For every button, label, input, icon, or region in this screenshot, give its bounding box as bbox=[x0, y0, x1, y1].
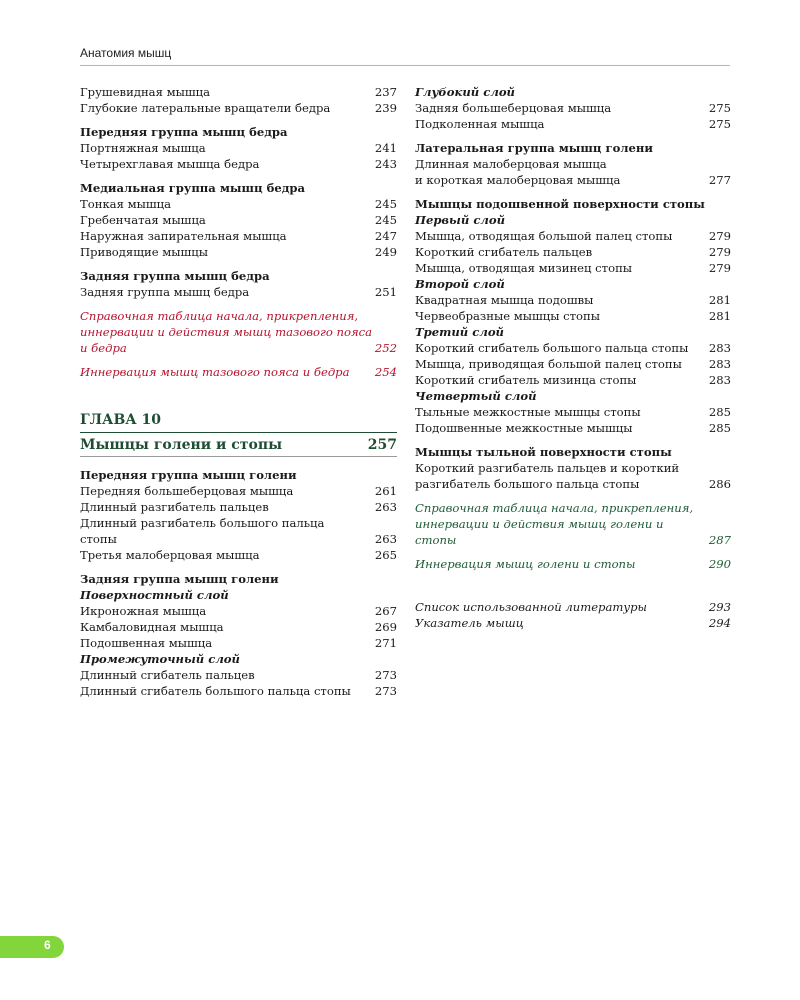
toc-entry[interactable]: Наружная запирательная мышца 247 bbox=[80, 229, 397, 243]
toc-entry[interactable]: Подошвенная мышца 271 bbox=[80, 636, 397, 650]
toc-entry[interactable]: Короткий сгибатель большого пальца стопы 283 bbox=[415, 341, 731, 355]
section-heading: Задняя группа мышц бедра bbox=[80, 269, 270, 283]
toc-entry[interactable]: Подошвенные межкостные мышцы 285 bbox=[415, 421, 731, 435]
toc-entry[interactable]: Икроножная мышца 267 bbox=[80, 604, 397, 618]
toc-right-column bbox=[415, 84, 731, 631]
reference-table-entry[interactable]: Справочная таблица начала, прикрепления, иннервации и действия мышц тазового пояса и бедра 252 bbox=[80, 309, 397, 355]
toc-entry[interactable]: Квадратная мышца подошвы 281 bbox=[415, 293, 731, 307]
layer-heading: Третий слой bbox=[415, 325, 504, 339]
toc-entry[interactable]: Длинный сгибатель пальцев 273 bbox=[80, 668, 397, 682]
toc-entry[interactable]: Длинный разгибатель пальцев 263 bbox=[80, 500, 397, 514]
chapter-title[interactable]: Мышцы голени и стопы 257 bbox=[80, 437, 397, 457]
section-heading: Мышцы тыльной поверхности стопы bbox=[415, 445, 672, 459]
toc-entry[interactable]: Глубокие латеральные вращатели бедра 239 bbox=[80, 101, 397, 115]
running-header: Анатомия мышц bbox=[80, 46, 172, 60]
layer-heading: Четвертый слой bbox=[415, 389, 537, 403]
bibliography-entry[interactable]: Список использованной литературы 293 bbox=[415, 600, 731, 614]
chapter-label: ГЛАВА 10 bbox=[80, 412, 397, 433]
section-heading: Медиальная группа мышц бедра bbox=[80, 181, 306, 195]
page-number: 6 bbox=[44, 938, 51, 952]
toc-entry[interactable]: Подколенная мышца 275 bbox=[415, 117, 731, 131]
page-number-tab bbox=[0, 936, 64, 958]
layer-heading: Второй слой bbox=[415, 277, 505, 291]
toc-entry[interactable]: Червеобразные мышцы стопы 281 bbox=[415, 309, 731, 323]
section-heading: Передняя группа мышц голени bbox=[80, 468, 297, 482]
toc-entry[interactable]: Длинный сгибатель большого пальца стопы 273 bbox=[80, 684, 397, 698]
toc-entry[interactable]: Камбаловидная мышца 269 bbox=[80, 620, 397, 634]
toc-entry[interactable]: Короткий разгибатель пальцев и короткий разгибатель большого пальца стопы 286 bbox=[415, 461, 731, 491]
toc-entry[interactable]: Короткий сгибатель мизинца стопы 283 bbox=[415, 373, 731, 387]
toc-entry[interactable]: Грушевидная мышца 237 bbox=[80, 85, 397, 99]
index-entry[interactable]: Указатель мышц 294 bbox=[415, 616, 731, 630]
layer-heading: Промежуточный слой bbox=[80, 652, 240, 666]
toc-entry[interactable]: Тонкая мышца 245 bbox=[80, 197, 397, 211]
section-heading: Мышцы подошвенной поверхности стопы bbox=[415, 197, 705, 211]
toc-entry[interactable]: Передняя большеберцовая мышца 261 bbox=[80, 484, 397, 498]
reference-table-entry[interactable]: Справочная таблица начала, прикрепления, иннервации и действия мышц голени и стопы 287 bbox=[415, 501, 731, 547]
toc-left-column bbox=[80, 84, 397, 699]
toc-entry[interactable]: Задняя группа мышц бедра 251 bbox=[80, 285, 397, 299]
layer-heading: Поверхностный слой bbox=[80, 588, 229, 602]
toc-entry[interactable]: Короткий сгибатель пальцев 279 bbox=[415, 245, 731, 259]
toc-entry[interactable]: Приводящие мышцы 249 bbox=[80, 245, 397, 259]
toc-entry[interactable]: Задняя большеберцовая мышца 275 bbox=[415, 101, 731, 115]
section-heading: Задняя группа мышц голени bbox=[80, 572, 279, 586]
toc-entry[interactable]: Тыльные межкостные мышцы стопы 285 bbox=[415, 405, 731, 419]
innervation-entry[interactable]: Иннервация мышц голени и стопы 290 bbox=[415, 557, 731, 571]
toc-entry[interactable]: Мышца, приводящая большой палец стопы 283 bbox=[415, 357, 731, 371]
toc-entry[interactable]: Длинная малоберцовая мышца и короткая малоберцовая мышца 277 bbox=[415, 157, 731, 187]
toc-entry[interactable]: Длинный разгибатель большого пальца стопы 263 bbox=[80, 516, 397, 546]
toc-entry[interactable]: Третья малоберцовая мышца 265 bbox=[80, 548, 397, 562]
section-heading: Передняя группа мышц бедра bbox=[80, 125, 288, 139]
toc-entry[interactable]: Четырехглавая мышца бедра 243 bbox=[80, 157, 397, 171]
header-rule bbox=[80, 65, 730, 66]
toc-entry[interactable]: Мышца, отводящая большой палец стопы 279 bbox=[415, 229, 731, 243]
toc-entry[interactable]: Мышца, отводящая мизинец стопы 279 bbox=[415, 261, 731, 275]
toc-entry[interactable]: Гребенчатая мышца 245 bbox=[80, 213, 397, 227]
layer-heading: Глубокий слой bbox=[415, 85, 515, 99]
toc-entry[interactable]: Портняжная мышца 241 bbox=[80, 141, 397, 155]
layer-heading: Первый слой bbox=[415, 213, 506, 227]
innervation-entry[interactable]: Иннервация мышц тазового пояса и бедра 254 bbox=[80, 365, 397, 379]
section-heading: Латеральная группа мышц голени bbox=[415, 141, 653, 155]
